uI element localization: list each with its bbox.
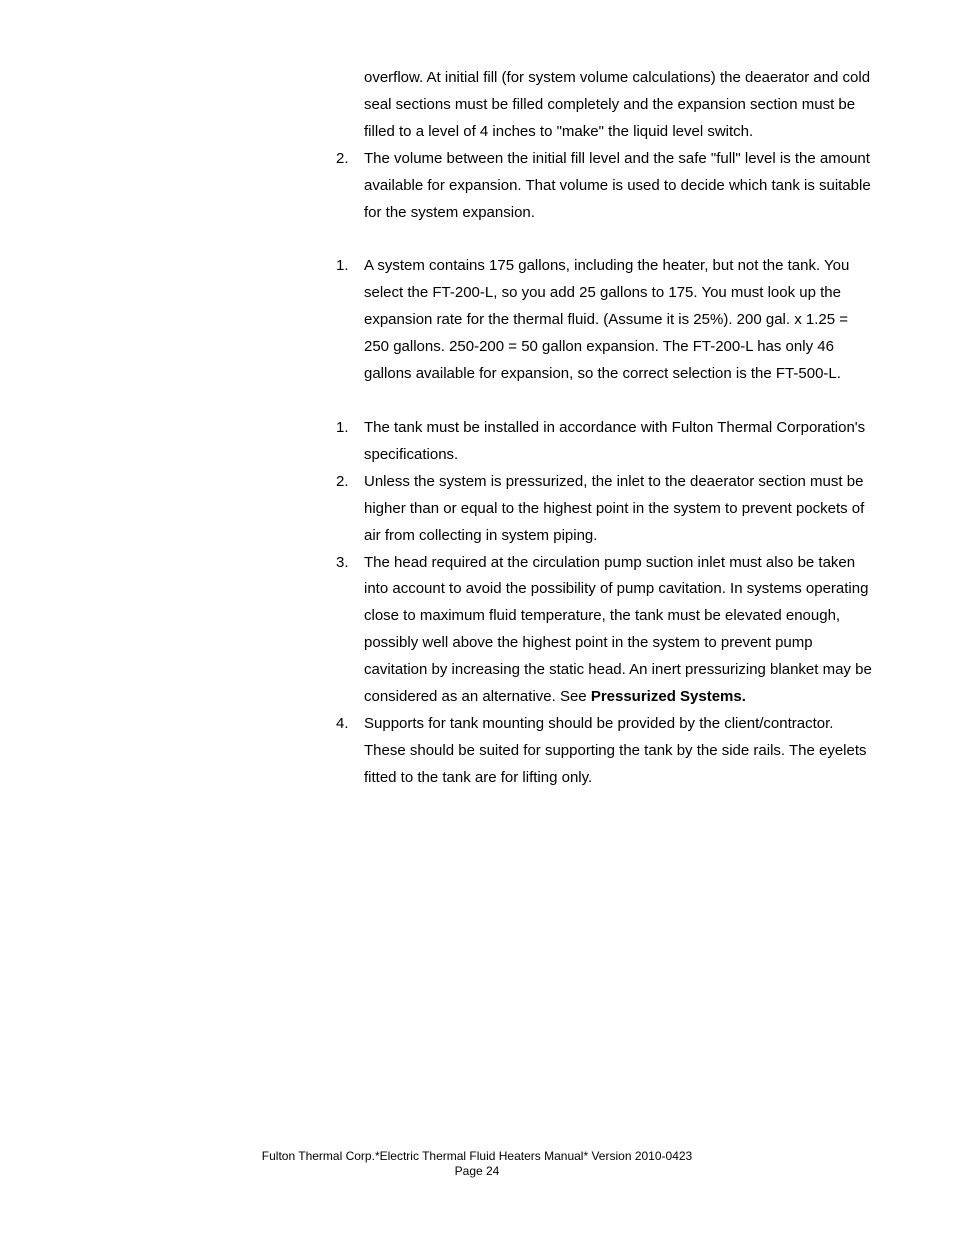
list-number: 3. [336,553,349,571]
numbered-list [336,146,876,227]
continued-paragraph: overflow. At initial fill (for system volume calculations) the deaerator and cold seal sections must be filled completely and the expansion section must be filled to a level of 4 inches to "make" the liquid level switch. [364,69,871,140]
list-number: 2. [336,472,349,490]
numbered-list [336,415,876,792]
list-text: Unless the system is pressurized, the inlet to the deaerator section must be higher than or equal to the highest point in the system to prevent pockets of air from collecting in system piping. [364,472,865,544]
list-number: 4. [336,714,349,732]
list-number: 2. [336,149,349,167]
page-footer [0,1149,954,1178]
list-text: The volume between the initial fill level and the safe "full" level is the amount available for expansion. That volume is used to decide which tank is suitable for the system expansion. [364,149,871,221]
list-text: Supports for tank mounting should be provided by the client/contractor. These should be suited for supporting the tank by the side rails. The eyelets fitted to the tank are for lifting only. [364,714,867,786]
list-text: The head required at the circulation pump suction inlet must also be taken into account to avoid the possibility of pump cavitation. In systems operating close to maximum fluid temperature, the tank must be elevated enough, possibly well above the highest point in the system to prevent pump cavitation by increasing the static head. An inert pressurizing blanket may be considered as an alternative. See [364,553,872,706]
list-item [336,146,876,227]
list-block-1 [336,65,876,226]
list-item [336,550,876,711]
list-item [336,253,876,388]
spacer [336,226,876,253]
list-text-with-reference [364,550,876,711]
list-item [336,711,876,792]
document-body [336,65,876,792]
footer-page-number: Page 24 [454,1163,500,1178]
list-item [336,469,876,550]
list-block-3 [336,415,876,792]
list-item [336,415,876,469]
spacer [336,388,876,415]
list-number: 1. [336,418,349,436]
numbered-list [336,253,876,388]
pressurized-systems-reference: Pressurized Systems. [590,688,746,706]
list-text: The tank must be installed in accordance with Fulton Thermal Corporation's specifications. [364,418,866,463]
list-block-2 [336,253,876,388]
footer-manual-title: Fulton Thermal Corp.*Electric Thermal Fluid Heaters Manual* Version 2010-0423 [261,1149,693,1163]
list-text: A system contains 175 gallons, including the heater, but not the tank. You select the FT-200-L, so you add 25 gallons to 175. You must look up the expansion rate for the thermal fluid. (Assume it is 25%). 200 gal. x 1.25 = 250 gallons. 250-200 = 50 gallon expansion. The FT-200-L has only 46 gallons available for expansion, so the correct selection is the FT-500-L. [364,257,850,383]
list-number: 1. [336,257,349,275]
